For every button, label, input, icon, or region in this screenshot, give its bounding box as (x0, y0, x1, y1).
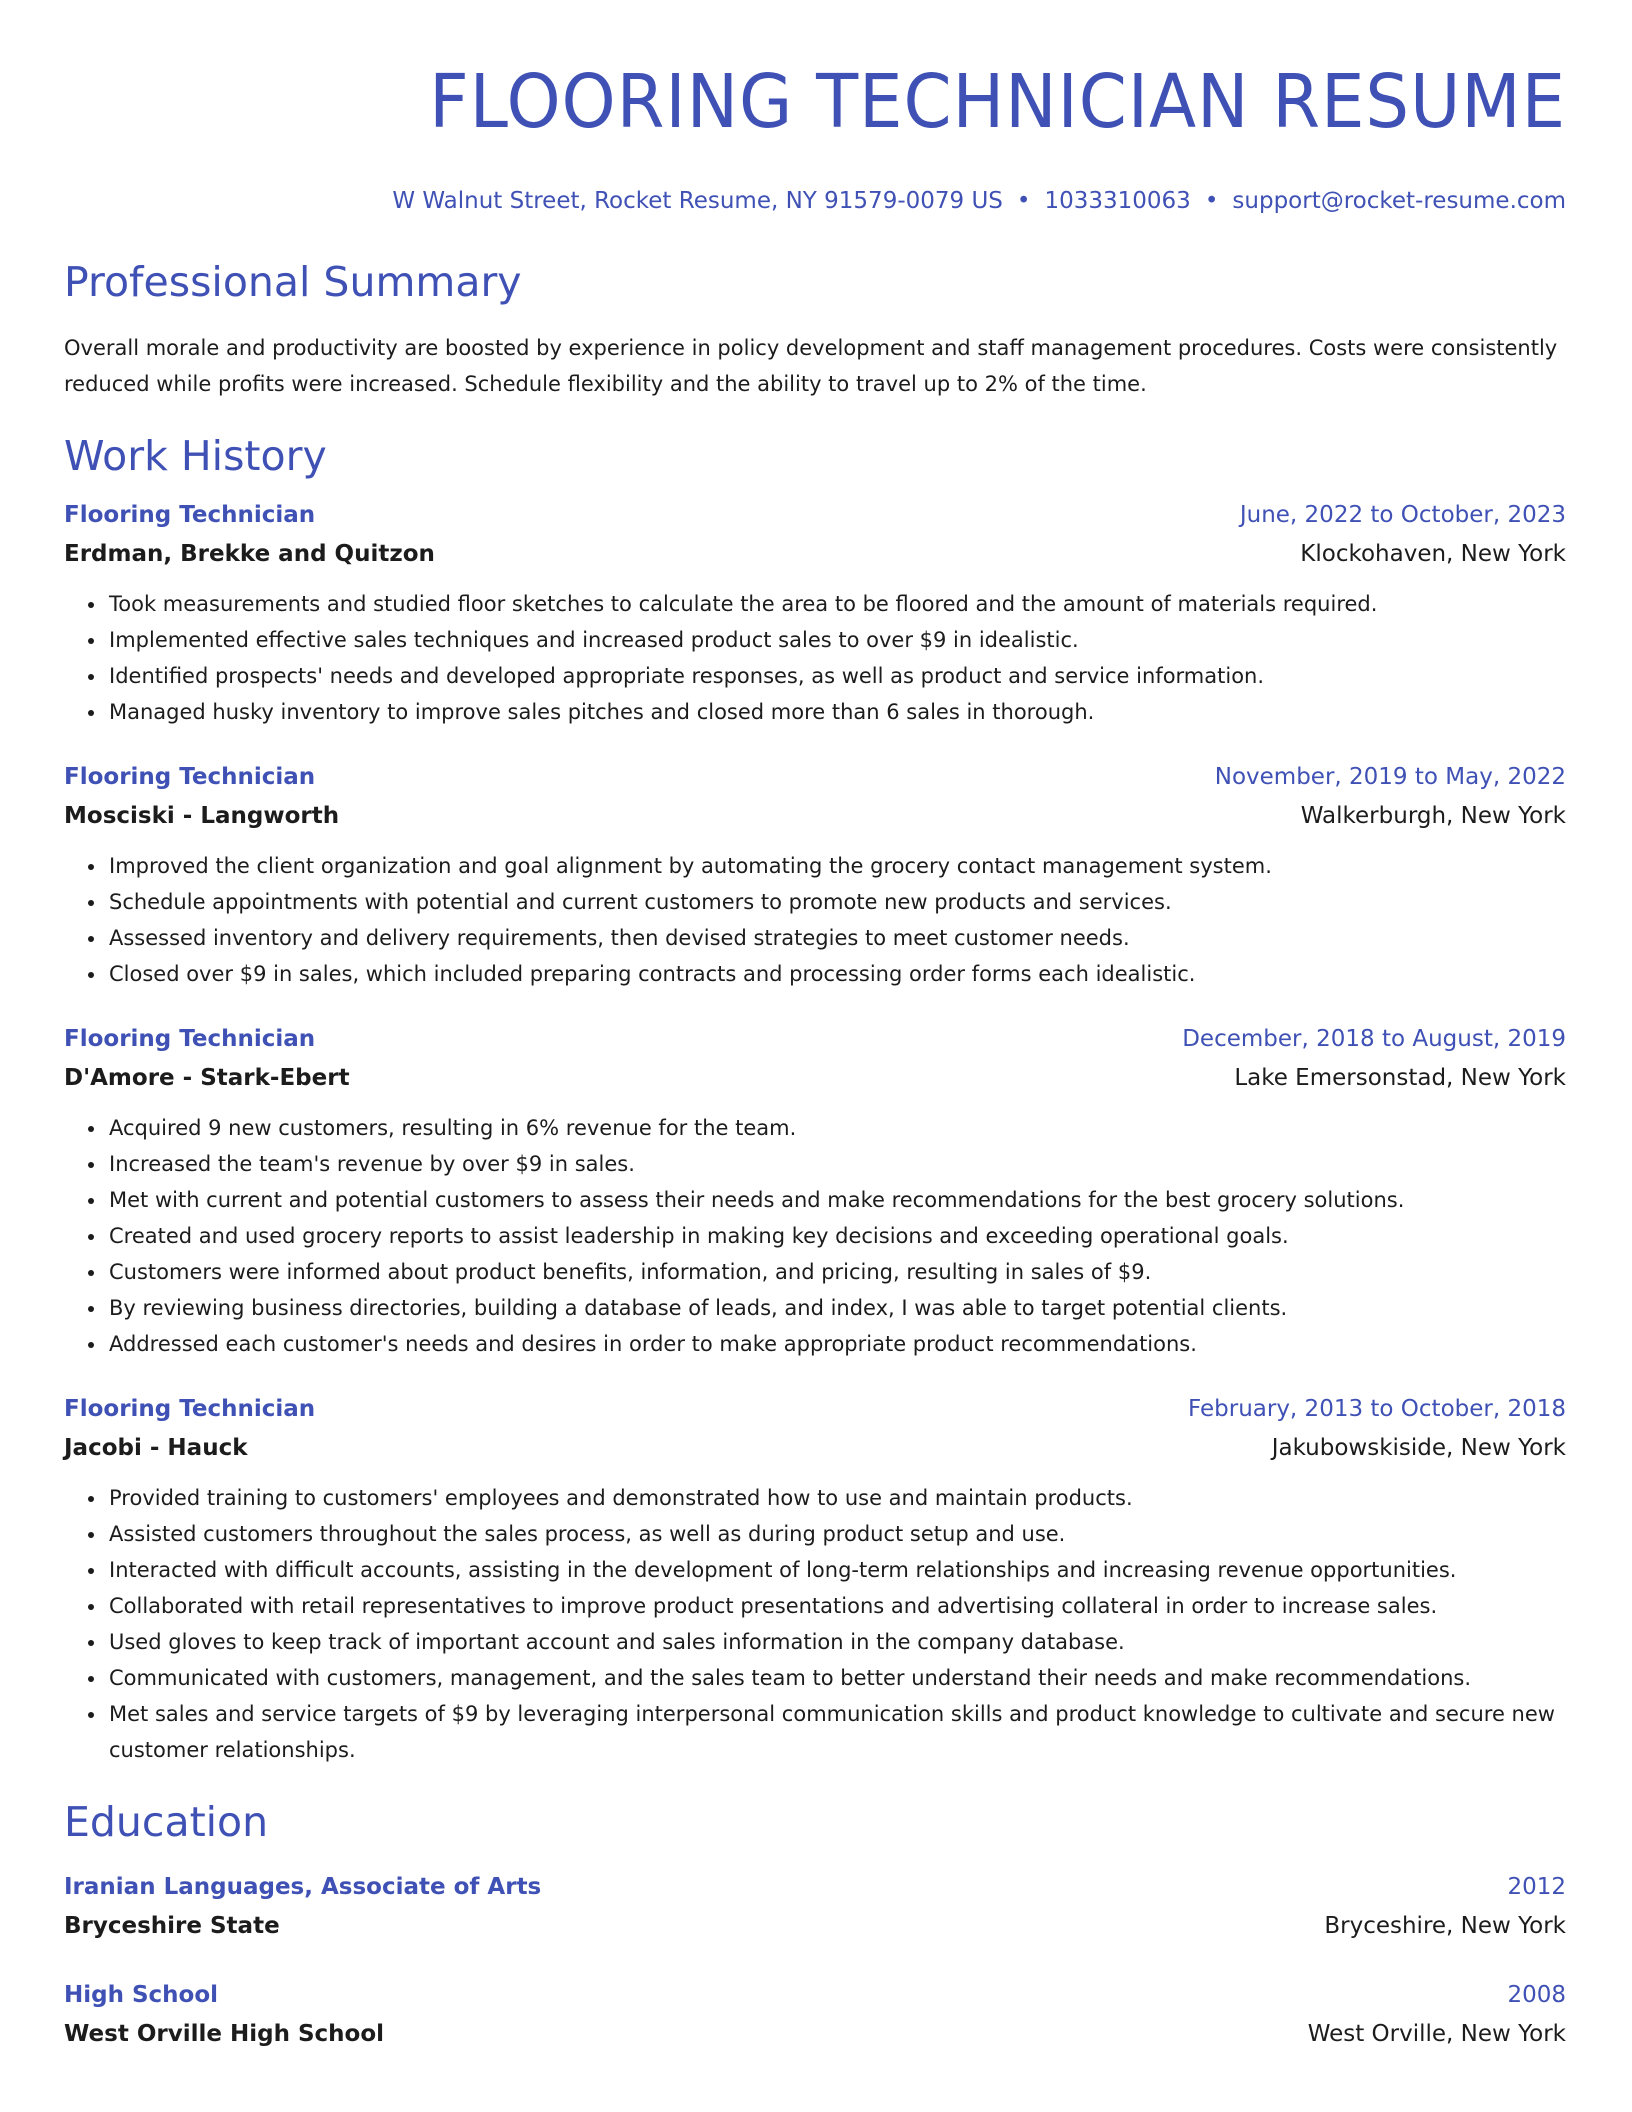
job-header-row (64, 758, 1566, 796)
contact-line (64, 186, 1566, 216)
job-bullet: • Schedule appointments with potential and current customers to promote new products and services. (107, 884, 1566, 920)
job-dates: June, 2022 to October, 2023 (1239, 502, 1566, 528)
job-bullet: • By reviewing business directories, building a database of leads, and index, I was able to target potential clients. (107, 1290, 1566, 1326)
education-header-row (64, 1868, 1566, 1906)
education-location: West Orville, New York (1307, 2021, 1566, 2047)
job-bullet: • Created and used grocery reports to assist leadership in making key decisions and exceeding operational goals. (107, 1218, 1566, 1254)
education-entry (64, 1868, 1566, 1946)
education-school: West Orville High School (64, 2021, 385, 2047)
job-dates: December, 2018 to August, 2019 (1182, 1026, 1566, 1052)
job-bullet-list (64, 586, 1566, 730)
education-school-row (64, 1906, 1566, 1946)
job-list (64, 496, 1566, 1768)
contact-phone: 1033310063 (1044, 188, 1191, 214)
job-bullet: • Implemented effective sales techniques and increased product sales to over $9 in idealistic. (107, 622, 1566, 658)
education-heading: Education (64, 1798, 269, 1846)
job-bullet: • Took measurements and studied floor sketches to calculate the area to be floored and the amount of materials required. (107, 586, 1566, 622)
work-history-section (64, 430, 1566, 1768)
job-company-row (64, 796, 1566, 836)
job-entry (64, 1020, 1566, 1362)
education-year: 2008 (1507, 1982, 1566, 2008)
job-company-row (64, 534, 1566, 574)
education-header-row (64, 1976, 1566, 2014)
job-company-row (64, 1428, 1566, 1468)
education-degree: High School (64, 1982, 219, 2008)
resume-page (64, 0, 1566, 2054)
education-year: 2012 (1507, 1874, 1566, 1900)
education-list (64, 1868, 1566, 2054)
job-bullet: • Interacted with difficult accounts, assisting in the development of long-term relationships and increasing revenue opportunities. (107, 1552, 1566, 1588)
job-bullet-list (64, 1110, 1566, 1362)
education-school: Bryceshire State (64, 1913, 280, 1939)
contact-separator: • (1204, 188, 1219, 214)
job-company: D'Amore - Stark-Ebert (64, 1065, 350, 1091)
job-entry (64, 1390, 1566, 1768)
job-title: Flooring Technician (64, 764, 316, 790)
education-entry (64, 1976, 1566, 2054)
job-bullet: • Customers were informed about product benefits, information, and pricing, resulting in sales of $9. (107, 1254, 1566, 1290)
job-company: Jacobi - Hauck (64, 1435, 248, 1461)
contact-separator: • (1016, 188, 1031, 214)
job-company: Mosciski - Langworth (64, 803, 340, 829)
job-bullet: • Met with current and potential customers to assess their needs and make recommendations for the best grocery solutions. (107, 1182, 1566, 1218)
work-history-heading: Work History (64, 432, 327, 480)
job-company: Erdman, Brekke and Quitzon (64, 541, 435, 567)
education-section (64, 1796, 1566, 2054)
job-bullet: • Used gloves to keep track of important account and sales information in the company database. (107, 1624, 1566, 1660)
contact-email: support@rocket-resume.com (1232, 188, 1566, 214)
summary-text: Overall morale and productivity are boosted by experience in policy development and staff management procedures. Costs were consistently reduced while profits were increased. Schedule flexibility and the ability to travel up to 2% of the time. (64, 336, 1558, 396)
job-title: Flooring Technician (64, 502, 316, 528)
job-bullet: • Met sales and service targets of $9 by leveraging interpersonal communication skills and product knowledge to cultivate and secure new customer relationships. (107, 1696, 1566, 1768)
job-bullet: • Assessed inventory and delivery requirements, then devised strategies to meet customer needs. (107, 920, 1566, 956)
job-entry (64, 758, 1566, 992)
job-bullet: • Assisted customers throughout the sales process, as well as during product setup and use. (107, 1516, 1566, 1552)
job-bullet: • Collaborated with retail representatives to improve product presentations and advertising collateral in order to increase sales. (107, 1588, 1566, 1624)
job-dates: November, 2019 to May, 2022 (1214, 764, 1566, 790)
summary-section (64, 256, 1566, 402)
job-header-row (64, 496, 1566, 534)
resume-title: FLOORING TECHNICIAN RESUME (429, 59, 1567, 145)
job-bullet: • Addressed each customer's needs and desires in order to make appropriate product recommendations. (107, 1326, 1566, 1362)
job-bullet: • Acquired 9 new customers, resulting in 6% revenue for the team. (107, 1110, 1566, 1146)
job-location: Klockohaven, New York (1300, 541, 1566, 567)
job-bullet-list (64, 1480, 1566, 1768)
job-entry (64, 496, 1566, 730)
job-title: Flooring Technician (64, 1396, 316, 1422)
job-bullet: • Identified prospects' needs and developed appropriate responses, as well as product and service information. (107, 658, 1566, 694)
job-location: Walkerburgh, New York (1300, 803, 1566, 829)
job-dates: February, 2013 to October, 2018 (1188, 1396, 1566, 1422)
job-bullet: • Provided training to customers' employees and demonstrated how to use and maintain products. (107, 1480, 1566, 1516)
job-header-row (64, 1020, 1566, 1058)
job-bullet: • Improved the client organization and goal alignment by automating the grocery contact management system. (107, 848, 1566, 884)
education-degree: Iranian Languages, Associate of Arts (64, 1874, 542, 1900)
job-bullet: • Communicated with customers, management, and the sales team to better understand their needs and make recommendations. (107, 1660, 1566, 1696)
job-bullet-list (64, 848, 1566, 992)
job-bullet: • Closed over $9 in sales, which included preparing contracts and processing order forms each idealistic. (107, 956, 1566, 992)
job-location: Jakubowskiside, New York (1271, 1435, 1566, 1461)
job-title: Flooring Technician (64, 1026, 316, 1052)
job-header-row (64, 1390, 1566, 1428)
education-school-row (64, 2014, 1566, 2054)
job-bullet: • Increased the team's revenue by over $9 in sales. (107, 1146, 1566, 1182)
job-bullet: • Managed husky inventory to improve sales pitches and closed more than 6 sales in thorough. (107, 694, 1566, 730)
contact-address: W Walnut Street, Rocket Resume, NY 91579-0079 US (392, 188, 1003, 214)
education-location: Bryceshire, New York (1324, 1913, 1566, 1939)
summary-heading: Professional Summary (64, 258, 522, 306)
job-company-row (64, 1058, 1566, 1098)
job-location: Lake Emersonstad, New York (1234, 1065, 1566, 1091)
